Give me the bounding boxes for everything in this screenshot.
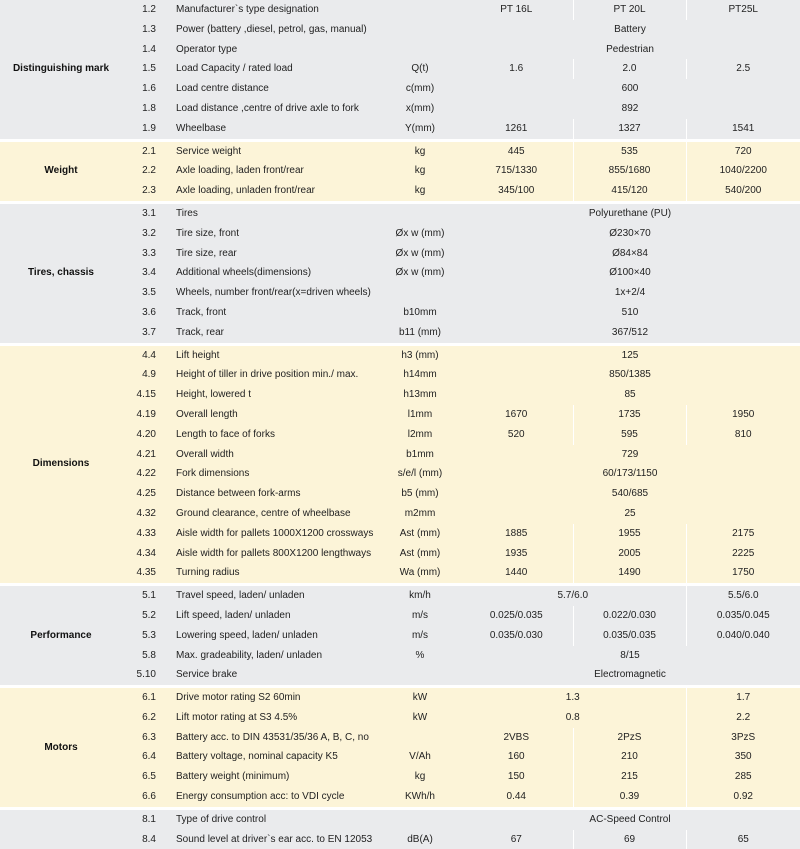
row-description: Max. gradeability, laden/ unladen: [166, 646, 380, 666]
row-value: 2VBS: [460, 728, 573, 748]
row-unit: kW: [380, 708, 460, 728]
row-description: Lift speed, laden/ unladen: [166, 606, 380, 626]
row-value: 2PzS: [573, 728, 686, 748]
row-value: 1490: [573, 563, 686, 583]
section-title: Motors: [0, 688, 122, 807]
row-unit: c(mm): [380, 79, 460, 99]
row-description: Power (battery ,diesel, petrol, gas, manual): [166, 20, 380, 40]
row-number: 4.15: [122, 385, 166, 405]
row-description: Battery voltage, nominal capacity K5: [166, 747, 380, 767]
row-number: 4.32: [122, 504, 166, 524]
row-number: 6.5: [122, 767, 166, 787]
row-value: 2225: [686, 544, 800, 564]
row-unit: [380, 0, 460, 20]
row-number: 4.21: [122, 445, 166, 465]
row-description: Aisle width for pallets 1000X1200 crossways: [166, 524, 380, 544]
row-value: 0.035/0.045: [686, 606, 800, 626]
row-unit: Øx w (mm): [380, 224, 460, 244]
row-value: Polyurethane (PU): [460, 204, 800, 224]
row-unit: kW: [380, 688, 460, 708]
row-description: Height of tiller in drive position min./ max.: [166, 365, 380, 385]
row-value: 345/100: [460, 181, 573, 201]
row-value: AC-Speed Control: [460, 810, 800, 830]
row-unit: m/s: [380, 606, 460, 626]
spec-row: [0, 204, 800, 224]
row-description: Track, front: [166, 303, 380, 323]
row-description: Distance between fork-arms: [166, 484, 380, 504]
row-value: 1950: [686, 405, 800, 425]
row-value: 715/1330: [460, 161, 573, 181]
row-value: 0.92: [686, 787, 800, 807]
row-value: PT 20L: [573, 0, 686, 20]
row-unit: x(mm): [380, 99, 460, 119]
row-description: Track, rear: [166, 323, 380, 343]
row-number: 1.4: [122, 40, 166, 60]
row-value: 0.022/0.030: [573, 606, 686, 626]
row-value: 0.035/0.035: [573, 626, 686, 646]
section-title: [0, 810, 122, 849]
row-description: Battery weight (minimum): [166, 767, 380, 787]
row-value: Ø230×70: [460, 224, 800, 244]
row-value: 350: [686, 747, 800, 767]
section-title: Weight: [0, 142, 122, 201]
row-value: 8/15: [460, 646, 800, 666]
row-value: 1440: [460, 563, 573, 583]
row-description: Additional wheels(dimensions): [166, 263, 380, 283]
row-unit: s/e/l (mm): [380, 464, 460, 484]
row-value: 0.8: [460, 708, 686, 728]
row-value: 160: [460, 747, 573, 767]
row-value: 0.035/0.030: [460, 626, 573, 646]
row-description: Turning radius: [166, 563, 380, 583]
row-description: Sound level at driver`s ear acc. to EN 12053: [166, 830, 380, 849]
row-unit: [380, 728, 460, 748]
row-value: 540/685: [460, 484, 800, 504]
row-description: Load Capacity / rated load: [166, 59, 380, 79]
row-value: 210: [573, 747, 686, 767]
row-unit: Øx w (mm): [380, 244, 460, 264]
row-description: Energy consumption acc: to VDI cycle: [166, 787, 380, 807]
row-description: Wheels, number front/rear(x=driven wheels): [166, 283, 380, 303]
row-description: Overall width: [166, 445, 380, 465]
row-unit: %: [380, 646, 460, 666]
row-number: 1.5: [122, 59, 166, 79]
row-number: 6.3: [122, 728, 166, 748]
spec-row: [0, 586, 800, 606]
row-number: 1.2: [122, 0, 166, 20]
row-number: 6.4: [122, 747, 166, 767]
row-number: 5.10: [122, 665, 166, 685]
row-number: 8.4: [122, 830, 166, 849]
row-value: 1735: [573, 405, 686, 425]
row-number: 4.4: [122, 346, 166, 366]
row-value: 1.3: [460, 688, 686, 708]
section-title: Performance: [0, 586, 122, 685]
spec-row: [0, 810, 800, 830]
row-number: 1.9: [122, 119, 166, 139]
row-number: 6.1: [122, 688, 166, 708]
row-unit: kg: [380, 142, 460, 162]
row-description: Service weight: [166, 142, 380, 162]
spec-row: [0, 346, 800, 366]
row-value: 65: [686, 830, 800, 849]
row-number: 2.2: [122, 161, 166, 181]
row-value: 0.040/0.040: [686, 626, 800, 646]
row-unit: kg: [380, 181, 460, 201]
row-unit: KWh/h: [380, 787, 460, 807]
row-number: 5.1: [122, 586, 166, 606]
row-description: Overall length: [166, 405, 380, 425]
row-value: 729: [460, 445, 800, 465]
row-description: Tire size, rear: [166, 244, 380, 264]
row-unit: dB(A): [380, 830, 460, 849]
row-value: PT25L: [686, 0, 800, 20]
row-value: 2005: [573, 544, 686, 564]
row-unit: [380, 204, 460, 224]
row-value: 125: [460, 346, 800, 366]
row-number: 5.3: [122, 626, 166, 646]
row-description: Tire size, front: [166, 224, 380, 244]
row-value: 535: [573, 142, 686, 162]
row-value: 510: [460, 303, 800, 323]
row-unit: h3 (mm): [380, 346, 460, 366]
row-value: 855/1680: [573, 161, 686, 181]
row-value: 67: [460, 830, 573, 849]
row-value: Ø84×84: [460, 244, 800, 264]
row-unit: l2mm: [380, 425, 460, 445]
row-unit: Ast (mm): [380, 544, 460, 564]
row-unit: kg: [380, 767, 460, 787]
row-value: 1x+2/4: [460, 283, 800, 303]
row-number: 3.2: [122, 224, 166, 244]
row-value: Battery: [460, 20, 800, 40]
row-description: Axle loading, unladen front/rear: [166, 181, 380, 201]
row-unit: Y(mm): [380, 119, 460, 139]
row-number: 1.6: [122, 79, 166, 99]
row-number: 3.1: [122, 204, 166, 224]
row-unit: m2mm: [380, 504, 460, 524]
row-number: 3.7: [122, 323, 166, 343]
row-value: 1.6: [460, 59, 573, 79]
row-description: Height, lowered t: [166, 385, 380, 405]
row-number: 5.2: [122, 606, 166, 626]
row-value: 1541: [686, 119, 800, 139]
row-unit: kg: [380, 161, 460, 181]
row-description: Battery acc. to DIN 43531/35/36 A, B, C, no: [166, 728, 380, 748]
spec-row: [0, 688, 800, 708]
row-value: 2175: [686, 524, 800, 544]
spec-row: [0, 142, 800, 162]
row-description: Operator type: [166, 40, 380, 60]
row-unit: [380, 40, 460, 60]
row-value: 2.2: [686, 708, 800, 728]
row-description: Fork dimensions: [166, 464, 380, 484]
row-value: 445: [460, 142, 573, 162]
row-number: 8.1: [122, 810, 166, 830]
row-value: Electromagnetic: [460, 665, 800, 685]
row-unit: l1mm: [380, 405, 460, 425]
row-description: Type of drive control: [166, 810, 380, 830]
row-unit: [380, 20, 460, 40]
section-title: Dimensions: [0, 346, 122, 584]
row-value: 850/1385: [460, 365, 800, 385]
row-value: 810: [686, 425, 800, 445]
row-unit: b1mm: [380, 445, 460, 465]
row-description: Tires: [166, 204, 380, 224]
row-description: Ground clearance, centre of wheelbase: [166, 504, 380, 524]
row-value: 285: [686, 767, 800, 787]
row-value: 69: [573, 830, 686, 849]
row-unit: b5 (mm): [380, 484, 460, 504]
row-value: 1327: [573, 119, 686, 139]
row-description: Lift height: [166, 346, 380, 366]
row-value: 1885: [460, 524, 573, 544]
row-unit: b11 (mm): [380, 323, 460, 343]
row-unit: Ast (mm): [380, 524, 460, 544]
row-value: 2.5: [686, 59, 800, 79]
row-value: 1750: [686, 563, 800, 583]
row-description: Length to face of forks: [166, 425, 380, 445]
row-value: 150: [460, 767, 573, 787]
row-number: 6.6: [122, 787, 166, 807]
row-number: 4.35: [122, 563, 166, 583]
row-number: 2.1: [122, 142, 166, 162]
row-number: 1.3: [122, 20, 166, 40]
row-number: 4.20: [122, 425, 166, 445]
row-unit: [380, 665, 460, 685]
row-value: 215: [573, 767, 686, 787]
section-title: Distinguishing mark: [0, 0, 122, 139]
row-value: 0.39: [573, 787, 686, 807]
row-description: Aisle width for pallets 800X1200 lengthways: [166, 544, 380, 564]
row-description: Drive motor rating S2 60min: [166, 688, 380, 708]
row-value: 25: [460, 504, 800, 524]
row-description: Service brake: [166, 665, 380, 685]
row-description: Manufacturer`s type designation: [166, 0, 380, 20]
row-value: 1935: [460, 544, 573, 564]
row-number: 4.34: [122, 544, 166, 564]
row-description: Lift motor rating at S3 4.5%: [166, 708, 380, 728]
row-value: 1040/2200: [686, 161, 800, 181]
row-value: 1.7: [686, 688, 800, 708]
row-value: 520: [460, 425, 573, 445]
row-value: 2.0: [573, 59, 686, 79]
row-value: 367/512: [460, 323, 800, 343]
row-value: 0.44: [460, 787, 573, 807]
row-number: 1.8: [122, 99, 166, 119]
row-value: 1261: [460, 119, 573, 139]
row-value: 600: [460, 79, 800, 99]
row-number: 4.19: [122, 405, 166, 425]
row-number: 2.3: [122, 181, 166, 201]
row-unit: V/Ah: [380, 747, 460, 767]
row-unit: [380, 283, 460, 303]
row-number: 4.33: [122, 524, 166, 544]
row-description: Lowering speed, laden/ unladen: [166, 626, 380, 646]
row-value: 540/200: [686, 181, 800, 201]
row-value: 3PzS: [686, 728, 800, 748]
row-number: 3.4: [122, 263, 166, 283]
row-number: 6.2: [122, 708, 166, 728]
row-value: 5.7/6.0: [460, 586, 686, 606]
row-unit: h13mm: [380, 385, 460, 405]
row-description: Axle loading, laden front/rear: [166, 161, 380, 181]
row-number: 3.5: [122, 283, 166, 303]
spec-row: [0, 0, 800, 20]
row-value: 0.025/0.035: [460, 606, 573, 626]
section-title: Tires, chassis: [0, 204, 122, 343]
row-unit: km/h: [380, 586, 460, 606]
row-description: Load distance ,centre of drive axle to fork: [166, 99, 380, 119]
row-number: 5.8: [122, 646, 166, 666]
row-description: Wheelbase: [166, 119, 380, 139]
row-value: Pedestrian: [460, 40, 800, 60]
row-value: 5.5/6.0: [686, 586, 800, 606]
row-value: Ø100×40: [460, 263, 800, 283]
row-number: 3.6: [122, 303, 166, 323]
row-value: 720: [686, 142, 800, 162]
row-description: Load centre distance: [166, 79, 380, 99]
row-value: 415/120: [573, 181, 686, 201]
row-number: 3.3: [122, 244, 166, 264]
row-value: 1955: [573, 524, 686, 544]
row-number: 4.25: [122, 484, 166, 504]
row-unit: [380, 810, 460, 830]
row-value: PT 16L: [460, 0, 573, 20]
row-unit: Wa (mm): [380, 563, 460, 583]
row-unit: h14mm: [380, 365, 460, 385]
row-value: 60/173/1150: [460, 464, 800, 484]
row-value: 595: [573, 425, 686, 445]
row-value: 1670: [460, 405, 573, 425]
row-unit: b10mm: [380, 303, 460, 323]
row-number: 4.22: [122, 464, 166, 484]
row-description: Travel speed, laden/ unladen: [166, 586, 380, 606]
row-unit: Q(t): [380, 59, 460, 79]
row-value: 85: [460, 385, 800, 405]
row-unit: Øx w (mm): [380, 263, 460, 283]
row-unit: m/s: [380, 626, 460, 646]
row-value: 892: [460, 99, 800, 119]
row-number: 4.9: [122, 365, 166, 385]
